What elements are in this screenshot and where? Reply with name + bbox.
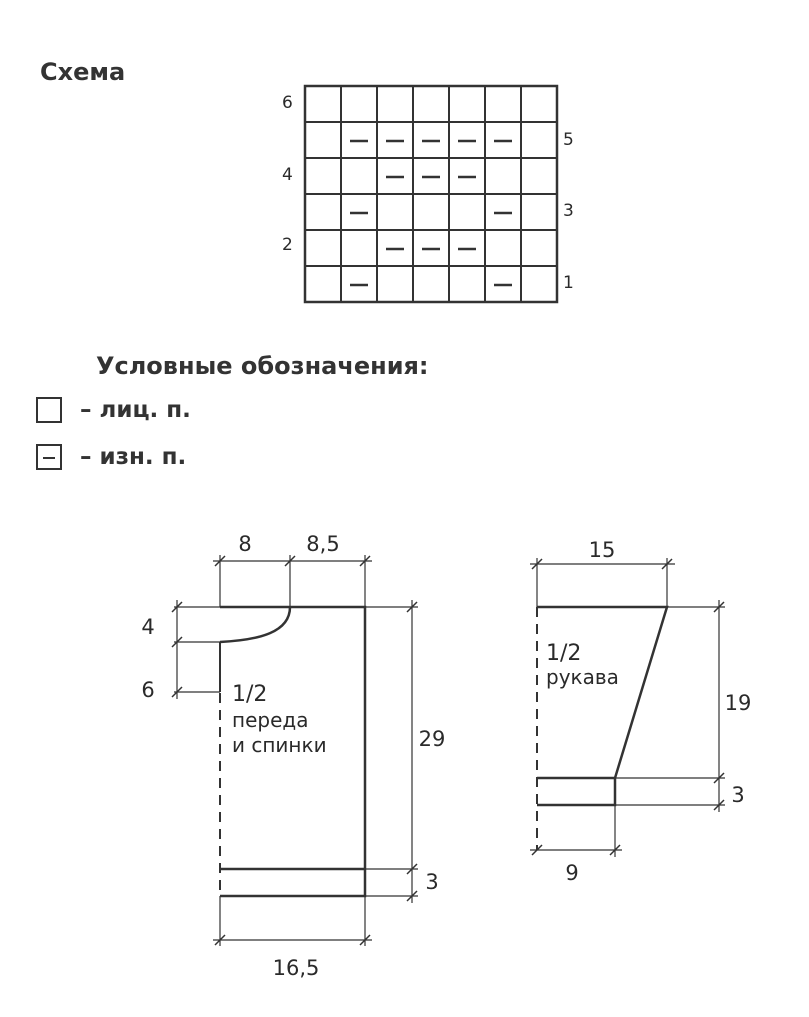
neckline-curve: [220, 607, 290, 642]
knit-cell: [521, 266, 557, 302]
body-dim-front-neck-depth: 6: [141, 678, 155, 702]
legend-title: Условные обозначения:: [96, 352, 429, 380]
knit-cell: [521, 158, 557, 194]
knit-cell: [413, 194, 449, 230]
knit-cell: [485, 230, 521, 266]
knit-cell: [485, 158, 521, 194]
sleeve-dim-cuff: 3: [731, 783, 745, 807]
sleeve-label-name: рукава: [546, 665, 619, 689]
body-label-back: и спинки: [232, 733, 327, 757]
knit-cell: [305, 194, 341, 230]
body-label-fraction: 1/2: [232, 682, 268, 707]
knit-cell: [305, 230, 341, 266]
body-label-front: переда: [232, 708, 309, 732]
sleeve-outline: [537, 607, 667, 805]
row-label-6: 6: [282, 93, 293, 113]
sleeve-dim-top-width: 15: [588, 538, 616, 562]
knit-cell: [485, 86, 521, 122]
knit-stitch-symbol: [36, 397, 62, 423]
knit-cell: [521, 122, 557, 158]
knit-cell: [521, 230, 557, 266]
knit-cell: [449, 266, 485, 302]
row-label-3: 3: [563, 201, 574, 221]
row-label-2: 2: [282, 235, 293, 255]
row-label-5: 5: [563, 130, 574, 150]
legend-item-knit-label: – лиц. п.: [80, 397, 191, 423]
knit-cell: [341, 158, 377, 194]
knit-cell: [305, 266, 341, 302]
knit-cell: [413, 266, 449, 302]
body-dim-back-neck-depth: 4: [141, 615, 155, 639]
row-label-1: 1: [563, 273, 574, 293]
row-label-4: 4: [282, 165, 293, 185]
sleeve-label-fraction: 1/2: [546, 641, 582, 666]
knit-cell: [521, 194, 557, 230]
legend-item-purl: [36, 444, 186, 470]
purl-stitch-symbol: [36, 444, 62, 470]
scheme-title: Схема: [40, 58, 126, 86]
knit-cell: [305, 86, 341, 122]
knit-cell: [305, 158, 341, 194]
knit-cell: [341, 86, 377, 122]
knit-cell: [305, 122, 341, 158]
knit-cell: [449, 86, 485, 122]
legend-item-purl-label: – изн. п.: [80, 444, 187, 470]
body-dim-band: 3: [425, 870, 439, 894]
stitch-chart-grid: [305, 86, 557, 302]
knit-cell: [377, 194, 413, 230]
sleeve-dim-length: 19: [724, 691, 752, 715]
knit-cell: [449, 194, 485, 230]
sleeve-dim-bottom-width: 9: [565, 861, 579, 885]
legend-item-knit: [36, 397, 191, 423]
body-dim-width: 16,5: [272, 956, 320, 980]
knit-cell: [377, 266, 413, 302]
body-dim-length: 29: [418, 727, 446, 751]
knit-cell: [341, 230, 377, 266]
body-dim-shoulder-width: 8,5: [306, 532, 340, 556]
knit-cell: [413, 86, 449, 122]
body-dim-neck-width: 8: [238, 532, 252, 556]
sleeve-pattern: [530, 558, 725, 857]
knit-cell: [377, 86, 413, 122]
knit-cell: [521, 86, 557, 122]
